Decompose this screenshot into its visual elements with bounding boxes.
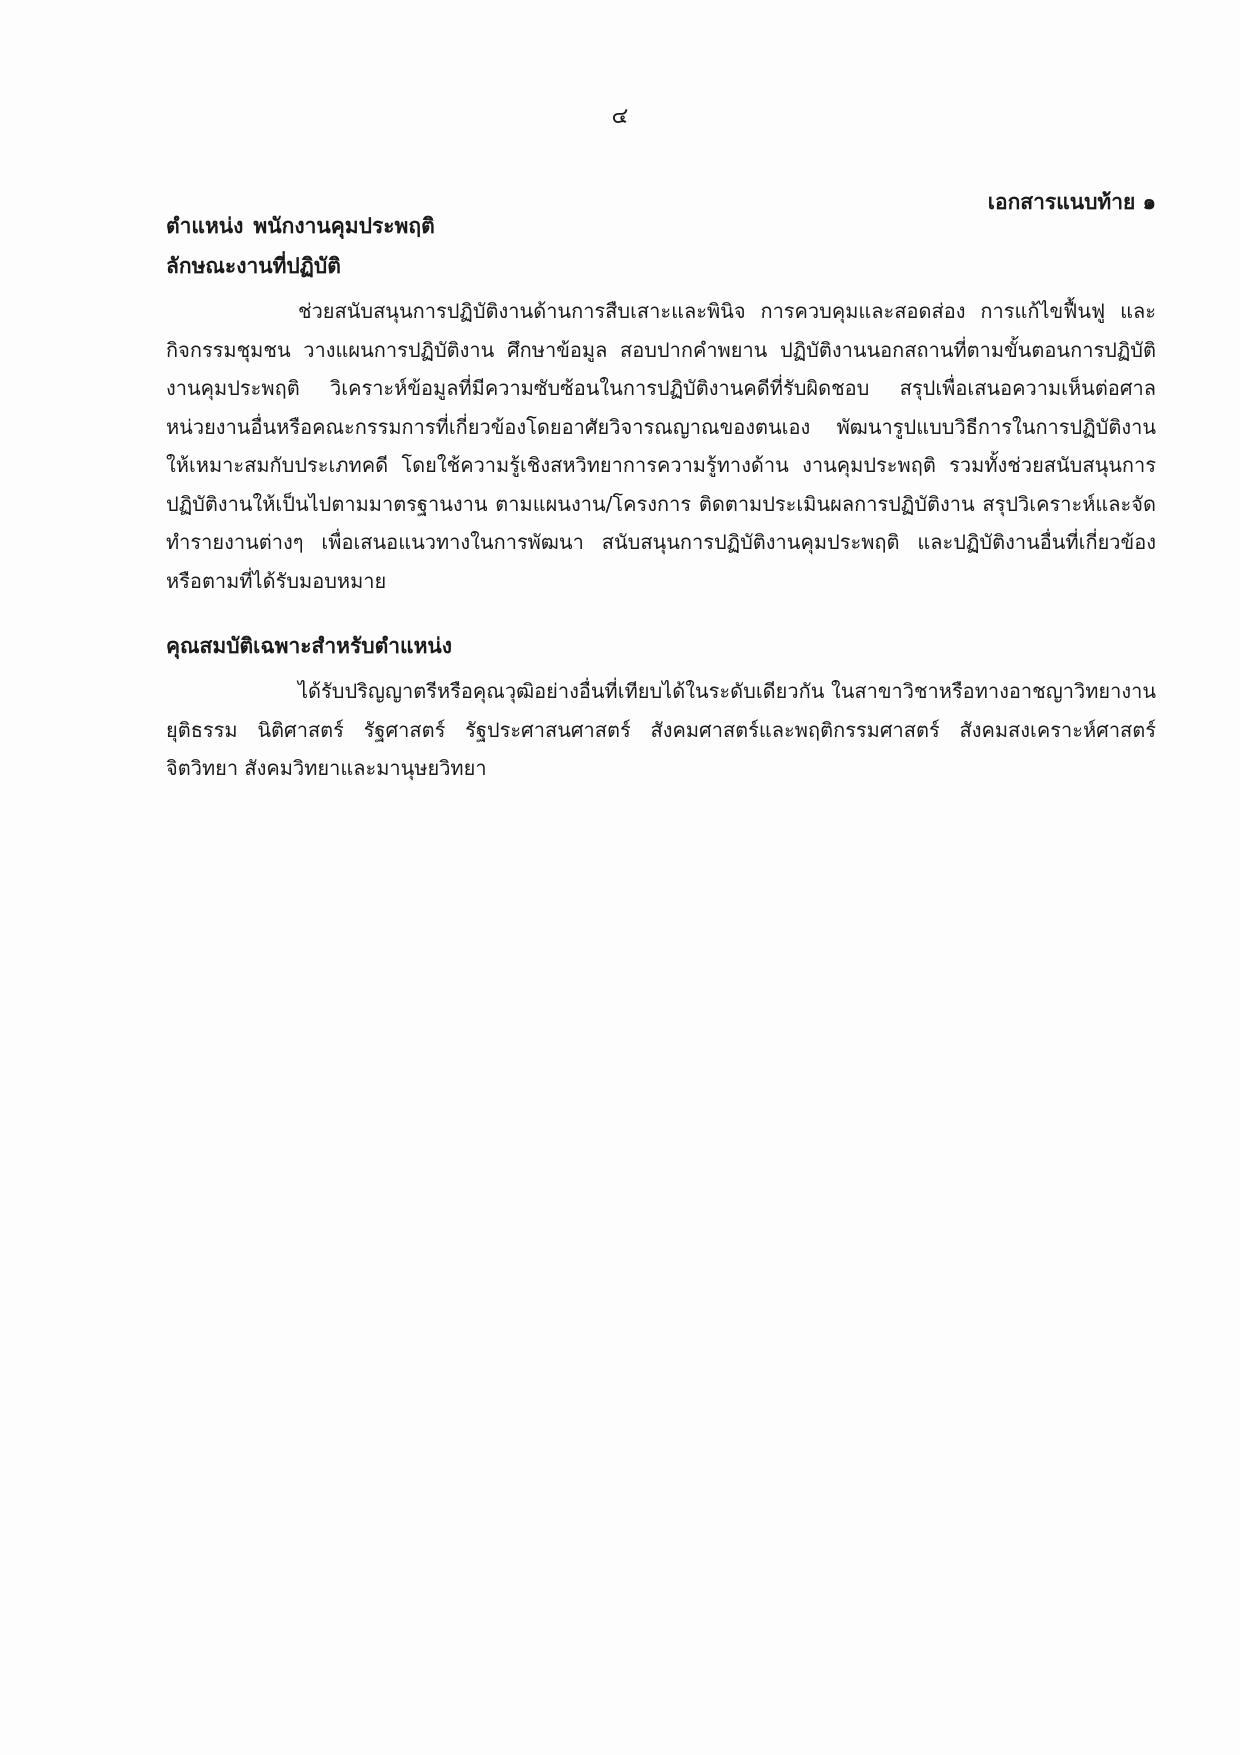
page-number: ๔	[611, 104, 629, 129]
duties-paragraph: ช่วยสนับสนุนการปฏิบัติงานด้านการสืบเสาะและพินิจ การควบคุมและสอดส่อง การแก้ไขฟื้นฟู และกิจกรรมชุมชน วางแผนการปฏิบัติงาน ศึกษาข้อมูล สอบปากคำพยาน ปฏิบัติงานนอกสถานที่ตามขั้นตอนการปฏิบัติงานคุมประพฤติ วิเคราะห์ข้อมูลที่มีความซับซ้อนในการปฏิบัติงานคดีที่รับผิดชอบ สรุปเพื่อเสนอความเห็นต่อศาล หน่วยงานอื่นหรือคณะกรรมการที่เกี่ยวข้องโดยอาศัยวิจารณญาณของตนเอง พัฒนารูปแบบวิธีการในการปฏิบัติงานให้เหมาะสมกับประเภทคดี โดยใช้ความรู้เชิงสหวิทยาการความรู้ทางด้าน งานคุมประพฤติ รวมทั้งช่วยสนับสนุนการปฏิบัติงานให้เป็นไปตามมาตรฐานงาน ตามแผนงาน/โครงการ ติดตามประเมินผลการปฏิบัติงาน สรุปวิเคราะห์และจัดทำรายงานต่างๆ เพื่อเสนอแนวทางในการพัฒนา สนับสนุนการปฏิบัติงานคุมประพฤติ และปฏิบัติงานอื่นที่เกี่ยวข้องหรือตามที่ได้รับมอบหมาย	[166, 299, 1156, 593]
qualifications-heading: คุณสมบัติเฉพาะสำหรับตำแหน่ง	[166, 634, 453, 658]
duties-heading: ลักษณะงานที่ปฏิบัติ	[166, 254, 341, 278]
qualifications-paragraph: ได้รับปริญญาตรีหรือคุณวุฒิอย่างอื่นที่เทียบได้ในระดับเดียวกัน ในสาขาวิชาหรือทางอาชญาวิทยางานยุติธรรม นิติศาสตร์ รัฐศาสตร์ รัฐประศาสนศาสตร์ สังคมศาสตร์และพฤติกรรมศาสตร์ สังคมสงเคราะห์ศาสตร์ จิตวิทยา สังคมวิทยาและมานุษยวิทยา	[166, 679, 1156, 780]
position-value: พนักงานคุมประพฤติ	[253, 214, 435, 238]
document-body	[166, 206, 1156, 788]
position-label: ตำแหน่ง	[166, 214, 244, 238]
position-heading	[166, 206, 1156, 246]
annex-label: เอกสารแนบท้าย ๑	[987, 190, 1156, 214]
